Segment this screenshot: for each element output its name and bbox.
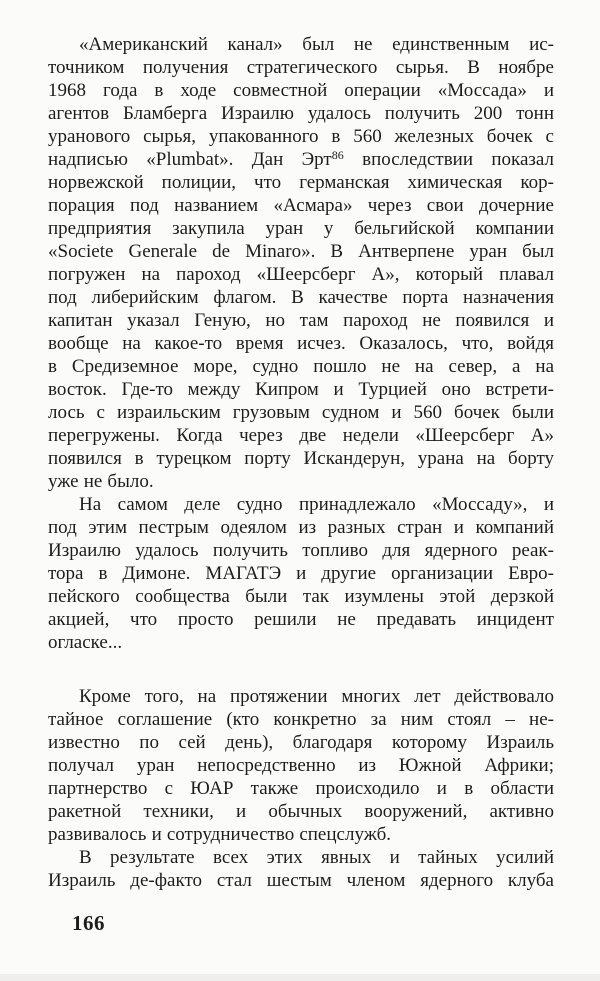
text-line: акцией, что просто решили не предавать инцидент [48,609,554,630]
text-line: надписью «Plumbat». Дан Эрт$^{86}$ впоследствии показал [48,148,554,170]
text-line: Израиль де-факто стал шестым членом ядерного клуба [48,870,554,891]
text-line: ракетной техники, и обычных вооружений, активно [48,801,554,822]
paragraph [48,493,554,654]
text-line: агентов Бламберга Израилю удалось получить 200 тонн [48,103,554,124]
text-line: перегружены. Когда через две недели «Шеерсберг А» [48,425,554,446]
text-line: тайное соглашение (кто конкретно за ним стоял – не- [48,709,554,730]
text-line: тора в Димоне. МАГАТЭ и другие организации Евро- [48,563,554,584]
text-line: вообще на какое-то время исчез. Оказалось, что, войдя [48,333,554,354]
text-line: в Средиземное море, судно пошло не на север, а на [48,356,554,377]
text-line: известно по сей день), благодаря которому Израиль [48,732,554,753]
text-line: порация под названием «Асмара» через свои дочерние [48,195,554,216]
text-line: уранового сырья, упакованного в 560 железных бочек с [48,126,554,147]
text-line: уже не было. [48,471,154,492]
text-line: точником получения стратегического сырья. В ноябре [48,57,554,78]
text-line: лось с израильским грузовым судном и 560 бочек были [48,402,554,423]
page-text [48,33,554,892]
text-line: погружен на пароход «Шеерсберг А», который плавал [48,264,554,285]
text-line: «Societe Generale de Minaro». В Антверпене уран был [48,241,554,262]
paragraph [48,685,554,846]
text-line: огласке... [48,632,123,653]
page-number: 166 [72,911,105,935]
text-line: под либерийским флагом. В качестве порта назначения [48,287,554,308]
paragraph [48,846,554,892]
text-line: норвежской полиции, что германская химическая кор- [48,172,554,193]
text-line: Кроме того, на протяжении многих лет действовало [79,686,554,707]
text-line: предприятия закупила уран у бельгийской компании [48,218,554,239]
text-line: под этим пестрым одеялом из разных стран и компаний [48,517,554,538]
text-line: 1968 года в ходе совместной операции «Моссада» и [48,80,554,101]
text-line: Израилю удалось получить топливо для ядерного реак- [48,540,554,561]
text-line: капитан указал Геную, но там пароход не появился и [48,310,554,331]
page-bottom-edge [0,974,600,981]
text-line: На самом деле судно принадлежало «Моссаду», и [79,494,554,515]
text-line: появился в турецком порту Искандерун, урана на борту [48,448,554,469]
text-line: партнерство с ЮАР также происходило и в области [48,778,554,799]
text-line: восток. Где-то между Кипром и Турцией оно встрети- [48,379,554,400]
text-line: пейского сообщества были так изумлены этой дерзкой [48,586,554,607]
paragraph [48,33,554,493]
text-line: В результате всех этих явных и тайных усилий [79,847,554,868]
text-line: «Американский канал» был не единственным ис- [79,34,554,55]
footnote-marker: 86 [331,148,344,162]
text-line: получал уран непосредственно из Южной Африки; [48,755,554,776]
text-line: развивалось и сотрудничество спецслужб. [48,824,391,845]
